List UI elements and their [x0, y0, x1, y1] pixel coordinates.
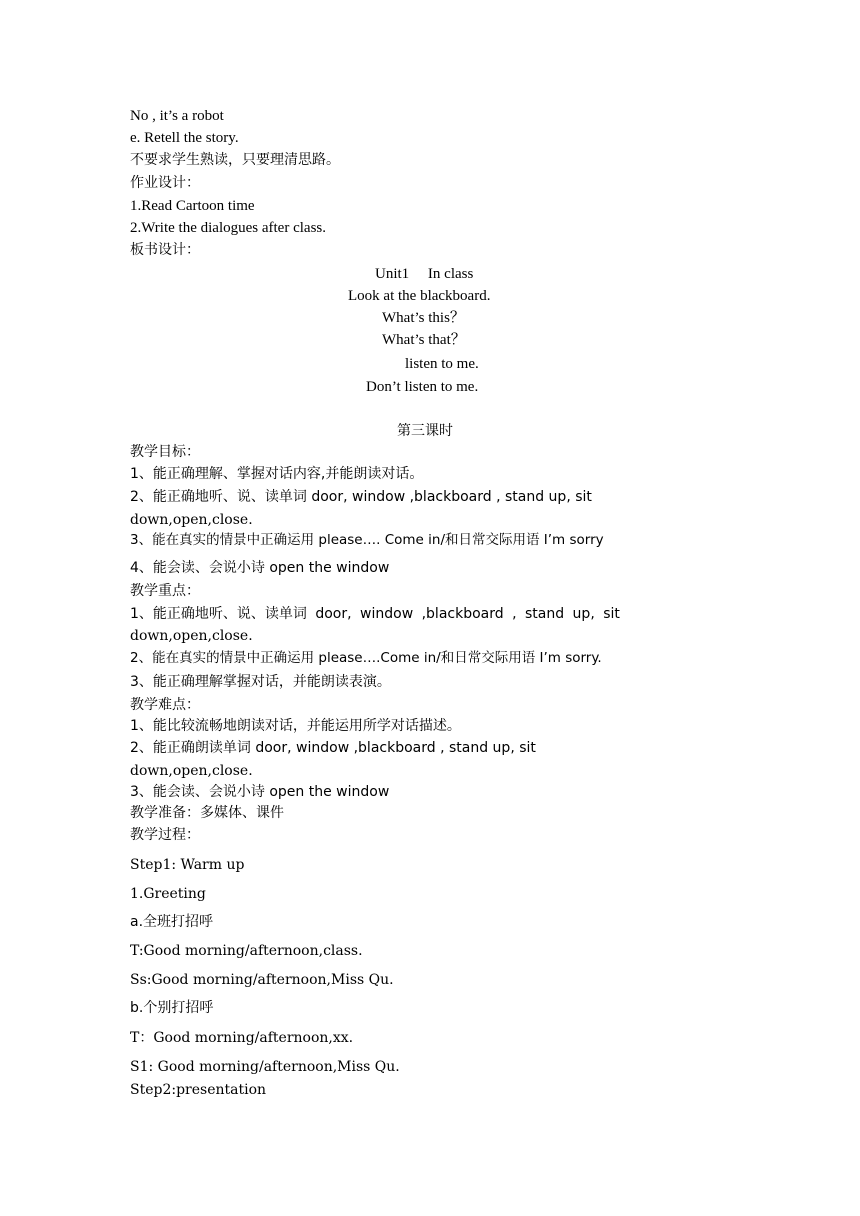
- text-line: 3、能会读、会说小诗 open the window: [130, 784, 390, 800]
- text-line: 3、能在真实的情景中正确运用 please…. Come in/和日常交际用语 I’m sorry: [130, 532, 604, 548]
- board-unit-title: Unit1 In class: [375, 266, 474, 282]
- text-line: a.全班打招呼: [130, 914, 214, 930]
- section-heading: 作业设计：: [130, 175, 200, 191]
- text-line: 2、能正确地听、说、读单词 door, window ,blackboard , stand up, sit: [130, 489, 592, 505]
- text-line: 1、能正确地听、说、读单词 door, window ,blackboard , stand up, sit: [130, 606, 620, 622]
- text-line: e. Retell the story.: [130, 130, 239, 146]
- board-line: What’s that？: [382, 332, 466, 348]
- board-line: Don’t listen to me.: [366, 379, 479, 395]
- board-line: listen to me.: [405, 356, 479, 372]
- text-line: 不要求学生熟读，只要理清思路。: [130, 152, 340, 168]
- board-line: Look at the blackboard.: [348, 288, 491, 304]
- text-line: 1、能比较流畅地朗读对话，并能运用所学对话描述。: [130, 718, 461, 734]
- board-line: What’s this？: [382, 310, 465, 326]
- section-heading: 教学重点：: [130, 583, 200, 599]
- text-line: 4、能会读、会说小诗 open the window: [130, 560, 390, 576]
- text-line: 1.Greeting: [130, 886, 206, 902]
- text-line: 教学准备：多媒体、课件: [130, 805, 284, 821]
- lesson-title: 第三课时: [397, 423, 453, 439]
- text-line: down,open,close.: [130, 628, 253, 644]
- text-line: No , it’s a robot: [130, 108, 224, 124]
- section-heading: 教学过程：: [130, 827, 200, 843]
- section-heading: 教学目标：: [130, 444, 200, 460]
- text-line: 1.Read Cartoon time: [130, 198, 255, 214]
- text-line: 2.Write the dialogues after class.: [130, 220, 326, 236]
- text-line: 2、能正确朗读单词 door, window ,blackboard , stand up, sit: [130, 740, 536, 756]
- text-line: Ss:Good morning/afternoon,Miss Qu.: [130, 972, 394, 988]
- text-line: 2、能在真实的情景中正确运用 please….Come in/和日常交际用语 I’m sorry.: [130, 650, 602, 666]
- text-line: T:Good morning/afternoon,class.: [130, 943, 363, 959]
- text-line: Step1: Warm up: [130, 857, 245, 873]
- text-line: down,open,close.: [130, 763, 253, 779]
- text-line: S1: Good morning/afternoon,Miss Qu.: [130, 1059, 400, 1075]
- text-line: down,open,close.: [130, 512, 253, 528]
- text-line: T：Good morning/afternoon,xx.: [130, 1030, 354, 1046]
- text-line: Step2:presentation: [130, 1082, 267, 1098]
- text-line: 3、能正确理解掌握对话，并能朗读表演。: [130, 674, 391, 690]
- text-line: b.个别打招呼: [130, 1000, 214, 1016]
- section-heading: 教学难点：: [130, 697, 200, 713]
- text-line: 1、能正确理解、掌握对话内容,并能朗读对话。: [130, 466, 424, 482]
- section-heading: 板书设计：: [130, 242, 200, 258]
